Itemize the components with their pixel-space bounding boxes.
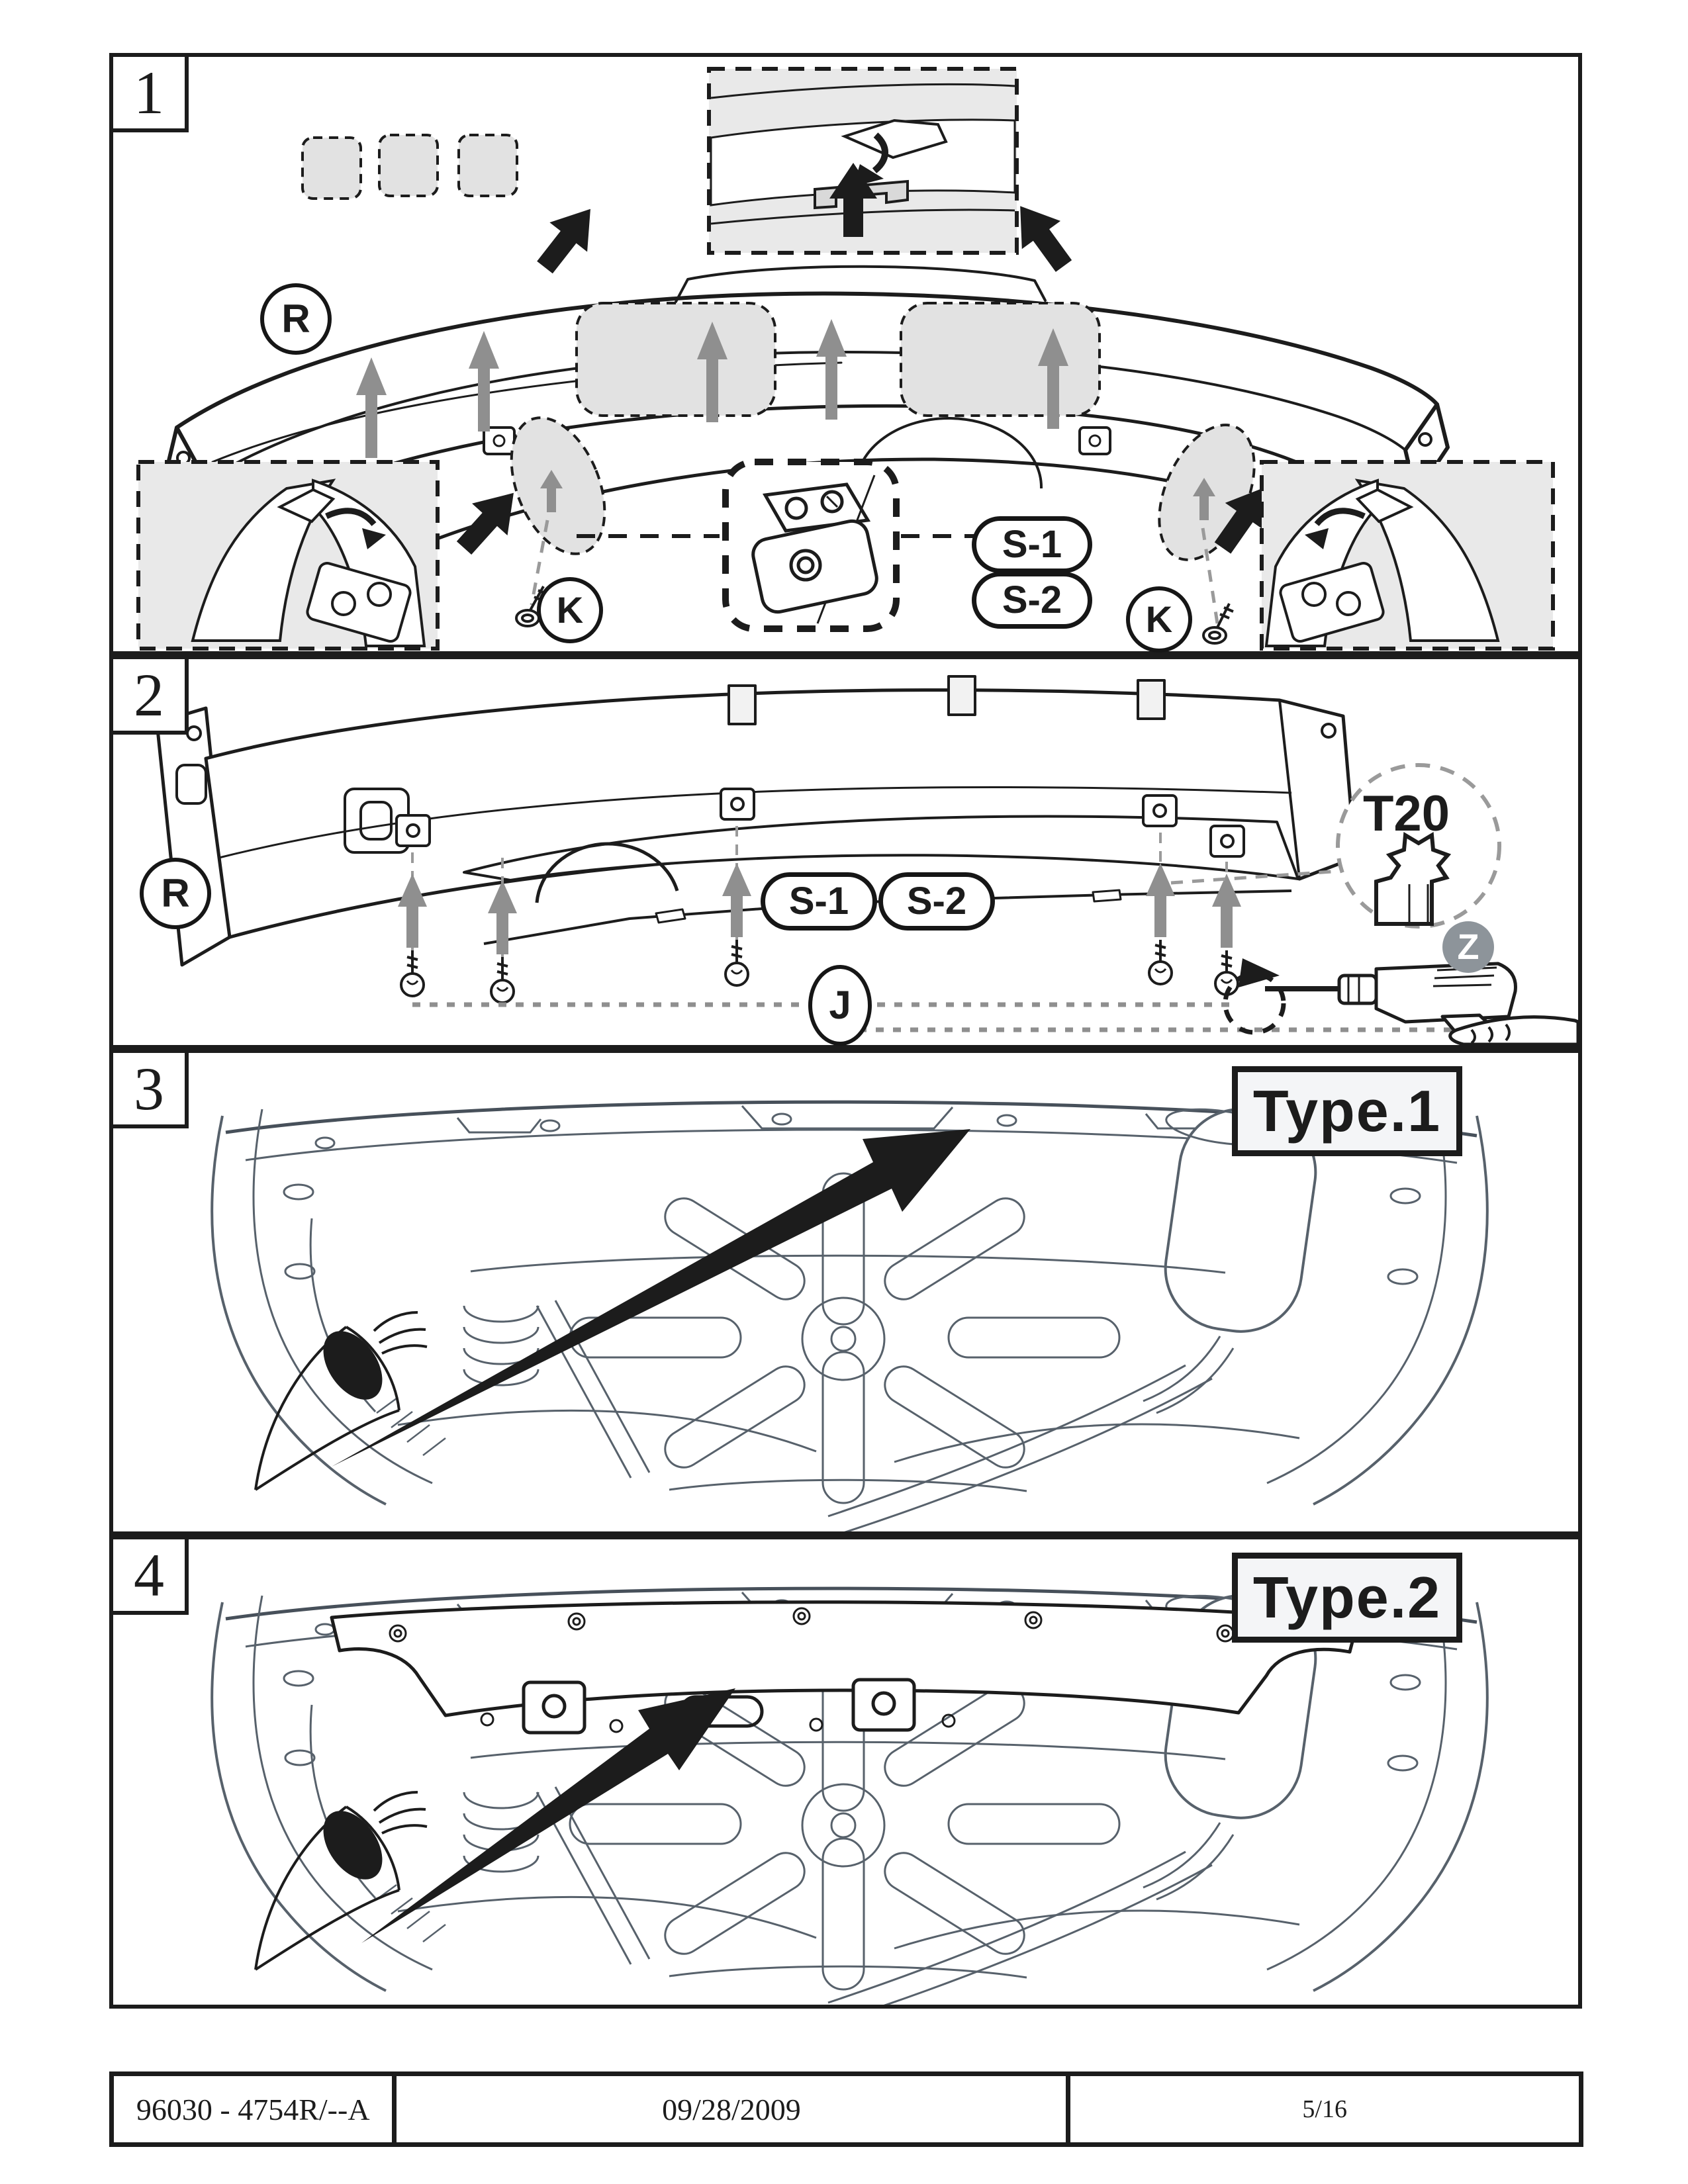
torx-size-label: [1363, 785, 1450, 842]
step-number-text: 1: [134, 59, 164, 126]
step-1-illustration: [113, 57, 1578, 651]
step-3-panel: [109, 1049, 1582, 1535]
right-clip-detail-inset: [1262, 462, 1553, 649]
step-number-text: 4: [134, 1541, 164, 1609]
type-2-variant-label: [1232, 1553, 1462, 1643]
tool-z-badge: [1442, 921, 1494, 973]
screw-s1-text: S-1: [788, 880, 849, 923]
step-1-panel: [109, 53, 1582, 655]
screw-j-callout: [808, 965, 872, 1046]
screw-s2-callout: [972, 572, 1092, 629]
screw-k-callout-right: [1126, 586, 1192, 653]
footer-page-cell: [1066, 2076, 1579, 2142]
step-2-panel: [109, 655, 1582, 1049]
torx-size-text: T20: [1363, 786, 1450, 842]
date-text: 09/28/2009: [662, 2092, 801, 2126]
footer-date-cell: [392, 2076, 1066, 2142]
underbody-art: [212, 1101, 1487, 1531]
part-r-callout: [140, 858, 211, 929]
part-number-text: 96030 - 4754R/--A: [136, 2092, 370, 2126]
part-r-text: R: [161, 871, 190, 915]
pointing-arrow-icon: [332, 1129, 970, 1467]
part-r-callout: [260, 283, 332, 355]
type-1-text: Type.1: [1252, 1078, 1442, 1144]
step-number: [109, 1535, 189, 1615]
tool-z-text: Z: [1457, 927, 1479, 967]
step-number: [109, 53, 189, 132]
screw-k-text: K: [556, 589, 584, 631]
left-clip-detail-inset: [138, 462, 438, 649]
garnish-rear-view: [157, 676, 1355, 965]
screw-s1-callout: [972, 516, 1092, 573]
step-4-panel: [109, 1535, 1582, 2009]
screw-s2-callout: [878, 872, 995, 931]
screw-s2-text: S-2: [906, 880, 967, 923]
screw-s1-callout: [761, 872, 877, 931]
step-number: [109, 655, 189, 735]
screw-k-callout-left: [537, 577, 603, 643]
screw-s1-text: S-1: [1002, 523, 1062, 566]
page-indicator-text: 5/16: [1302, 2095, 1347, 2123]
screw-j-text: J: [829, 983, 851, 1027]
step-number-text: 3: [134, 1055, 164, 1122]
type-1-variant-label: [1232, 1066, 1462, 1156]
type-2-text: Type.2: [1252, 1565, 1442, 1630]
step-number-text: 2: [134, 661, 164, 729]
view-direction-eye-icon: [256, 1792, 427, 1970]
part-r-text: R: [281, 296, 310, 341]
step-number: [109, 1049, 189, 1128]
screw-s2-text: S-2: [1002, 578, 1062, 621]
screw-k-text: K: [1145, 598, 1173, 640]
footer-part-number-cell: [114, 2076, 392, 2142]
footer-table: [109, 2071, 1583, 2147]
